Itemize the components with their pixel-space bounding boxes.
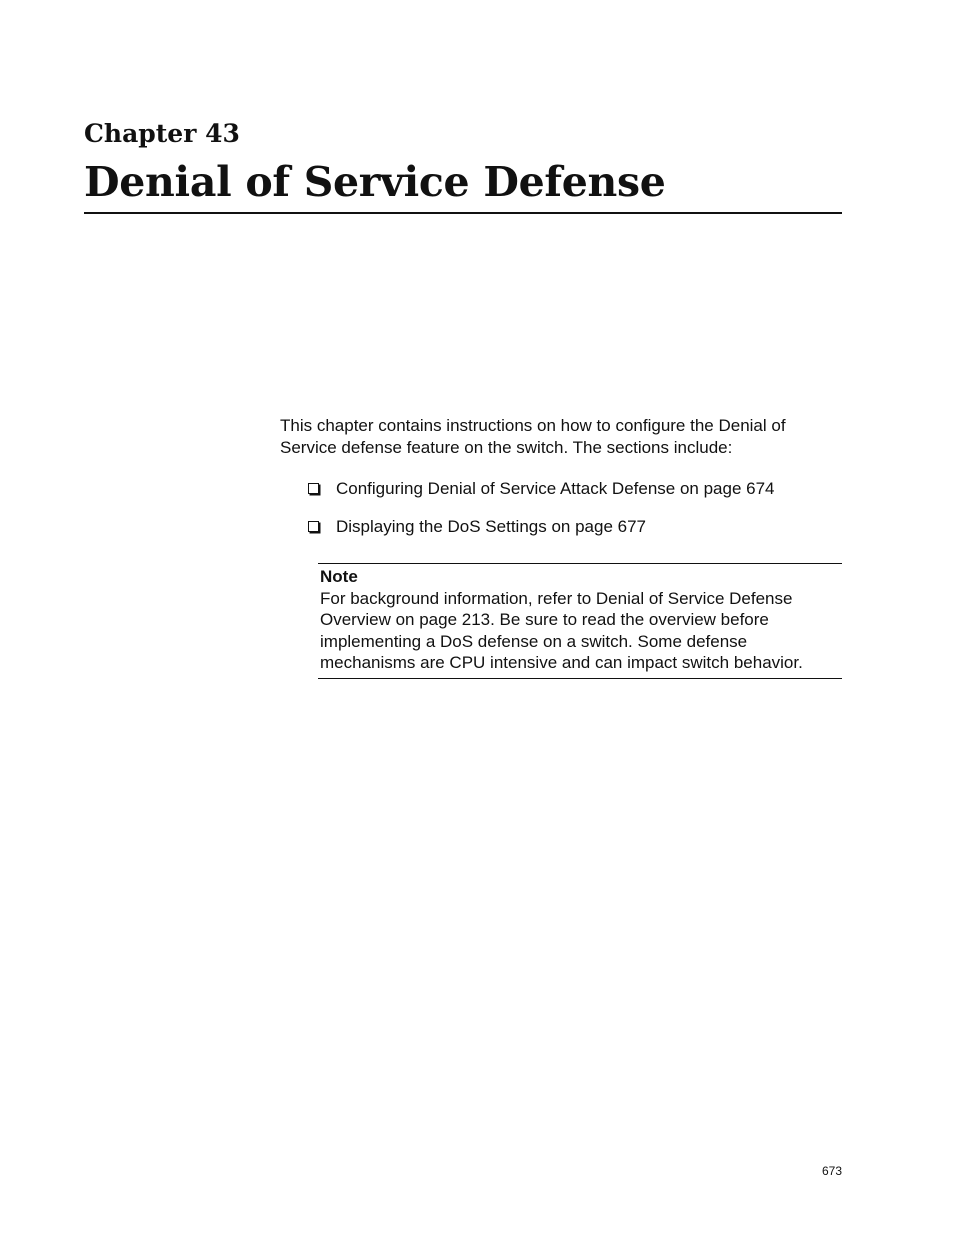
page-number: 673 [821,1164,842,1178]
note-body: For background information, refer to Denial of Service Defense Overview on page 213. Be sure to read the overview before implementing a DoS defense on a switch. Some defense mechanisms are CPU intensive and can impact switch behavior. [320,588,803,672]
section-list-item [308,478,775,500]
section-link-configuring[interactable]: Configuring Denial of Service Attack Defense on page 674 [336,479,775,498]
intro-paragraph: This chapter contains instructions on how to configure the Denial of Service defense feature on the switch. The sections include: [280,416,786,457]
section-link-displaying[interactable]: Displaying the DoS Settings on page 677 [336,517,646,536]
section-list-item [308,516,775,538]
chapter-label: Chapter 43 [84,119,240,148]
checkbox-icon [308,483,319,494]
checkbox-icon [308,521,319,532]
note-heading: Note [320,567,358,586]
note-box [318,563,842,679]
title-rule [84,212,842,214]
chapter-title: Denial of Service Defense [84,158,666,206]
section-list [308,478,775,554]
